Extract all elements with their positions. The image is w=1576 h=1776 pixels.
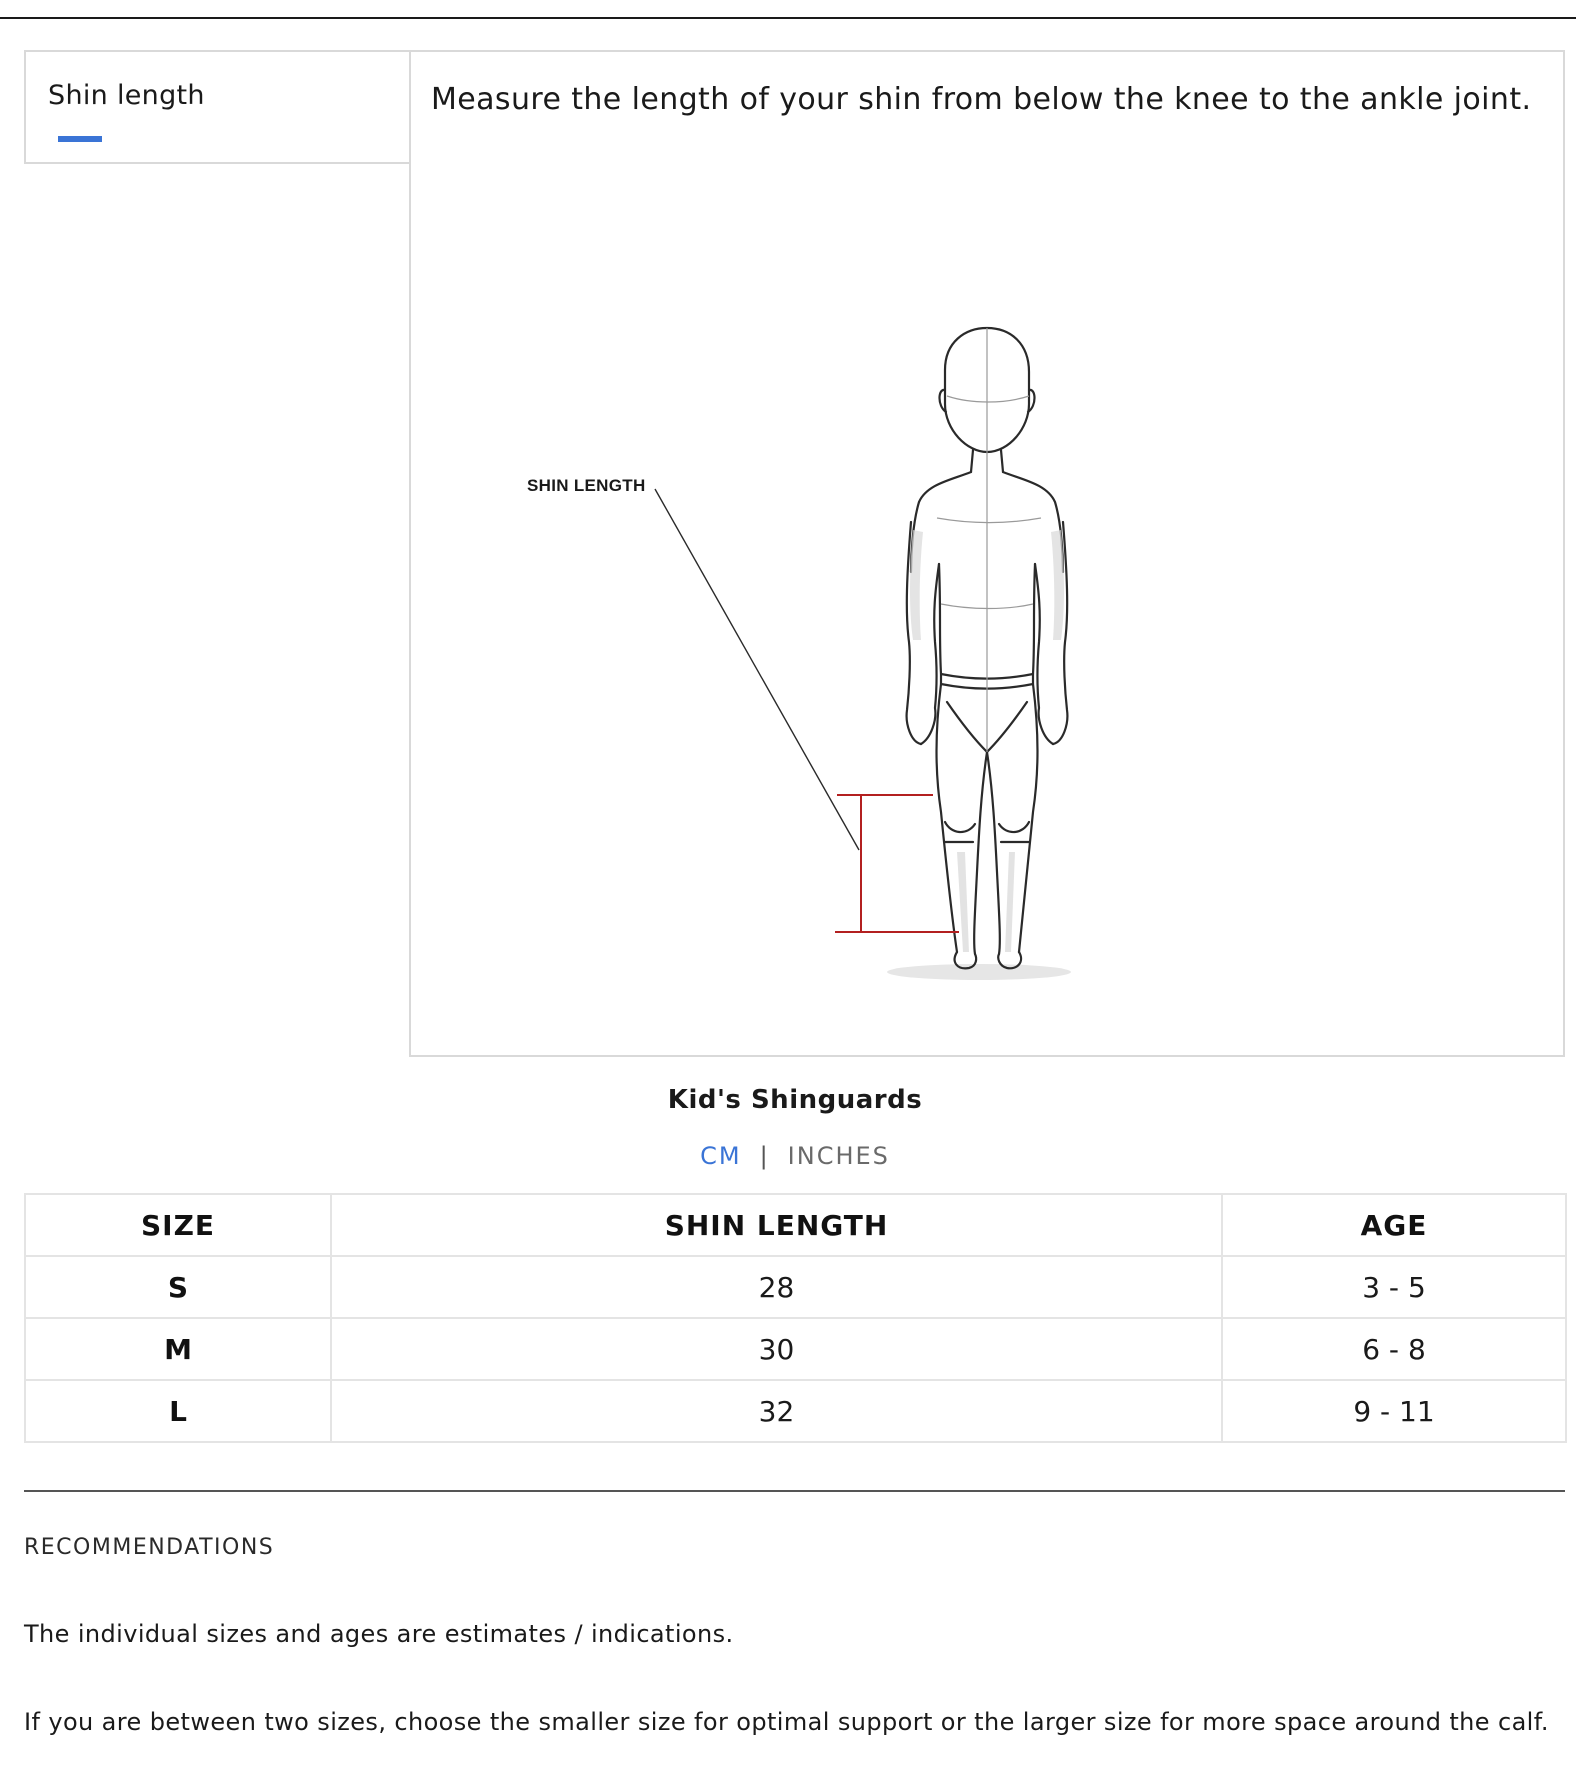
- header-age: AGE: [1222, 1194, 1566, 1256]
- unit-inches-button[interactable]: INCHES: [787, 1142, 890, 1170]
- unit-switch: [0, 1142, 1576, 1170]
- recommendation-text: The individual sizes and ages are estimates / indications.: [24, 1620, 734, 1648]
- shin-length-cell: 30: [331, 1318, 1222, 1380]
- shin-length-cell: 32: [331, 1380, 1222, 1442]
- label-leader-line: [655, 489, 859, 850]
- section-divider: [24, 1490, 1565, 1492]
- table-header-row: [25, 1194, 1566, 1256]
- shin-length-figure-label: SHIN LENGTH: [527, 476, 646, 495]
- tab-shin-length[interactable]: [24, 50, 410, 164]
- recommendations-heading: RECOMMENDATIONS: [24, 1535, 275, 1560]
- kid-body-illustration: [411, 52, 1563, 1055]
- top-divider: [0, 17, 1576, 19]
- tab-active-indicator: [58, 136, 102, 142]
- table-row: [25, 1318, 1566, 1380]
- shin-length-cell: 28: [331, 1256, 1222, 1318]
- size-table: [24, 1193, 1567, 1443]
- table-row: [25, 1256, 1566, 1318]
- size-cell: M: [25, 1318, 331, 1380]
- tab-label: Shin length: [48, 80, 205, 111]
- recommendation-text: If you are between two sizes, choose the smaller size for optimal support or the larger size for more space around the calf.: [24, 1708, 1549, 1736]
- floor-shadow: [887, 964, 1071, 980]
- table-row: [25, 1380, 1566, 1442]
- unit-cm-button[interactable]: CM: [700, 1142, 742, 1170]
- unit-separator: |: [759, 1142, 770, 1170]
- age-cell: 6 - 8: [1222, 1318, 1566, 1380]
- size-cell: L: [25, 1380, 331, 1442]
- chart-title: Kid's Shinguards: [667, 1085, 923, 1115]
- age-cell: 3 - 5: [1222, 1256, 1566, 1318]
- measurement-instruction: Measure the length of your shin from below the knee to the ankle joint.: [431, 82, 1532, 117]
- header-shin-length: SHIN LENGTH: [331, 1194, 1222, 1256]
- header-size: SIZE: [25, 1194, 331, 1256]
- age-cell: 9 - 11: [1222, 1380, 1566, 1442]
- size-cell: S: [25, 1256, 331, 1318]
- measurement-panel: [409, 50, 1565, 1057]
